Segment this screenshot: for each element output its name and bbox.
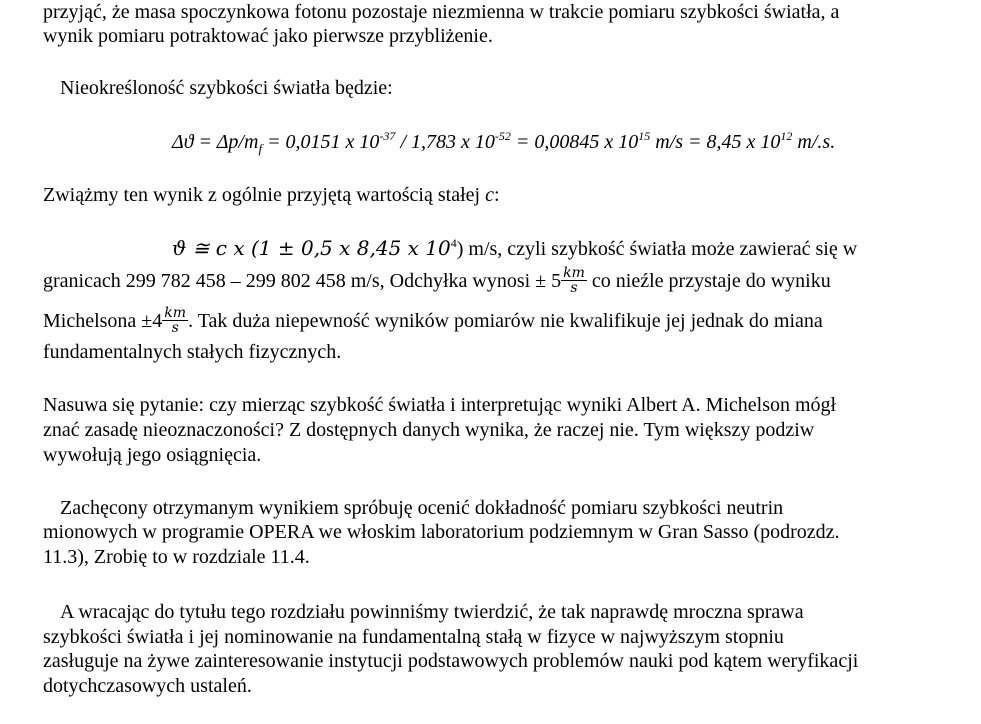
paragraph-line: przyjąć, że masa spoczynkowa fotonu pozostaje niezmienna w trakcie pomiaru szybkości światła, a: [43, 1, 840, 23]
paragraph-line: wywołują jego osiągnięcia.: [43, 444, 262, 466]
paragraph-line: 11.3), Zrobię to w rozdziale 11.4.: [43, 546, 310, 568]
paragraph-line: Zwiążmy ten wynik z ogólnie przyjętą wartością stałej c:: [43, 184, 500, 206]
equation-uncertainty: $\Delta ϑ = \Delta p/m_f = 0,0151$ x $10^{-37} / 1,783$ x $10^{-52} = 0,00845$ x $10^{15}$ m/s = 8,45 x $10^{12}$ m/.s.: [172, 129, 836, 156]
paragraph-line: Nasuwa się pytanie: czy mierząc szybkość światła i interpretując wyniki Albert A. Michelson mógł: [43, 394, 837, 416]
paragraph-line: szybkości światła i jej nominowanie na fundamentalną stałą w fizyce w najwyższym stopniu: [43, 626, 784, 648]
paragraph-line: wynik pomiaru potraktować jako pierwsze przybliżenie.: [43, 25, 493, 47]
fraction-km-per-s: $\frac{km}{s}$: [164, 305, 187, 336]
equation-speed-range: ϑ ≅ c x (1 ± 0,5 x 8,45 x $10^4$) m/s, czyli szybkość światła może zawierać się w: [172, 236, 858, 260]
paragraph-line: Nieokreśloność szybkości światła będzie:: [60, 77, 393, 99]
paragraph-line: dotychczasowych ustaleń.: [43, 675, 252, 697]
paragraph-line: zasługuje na żywe zainteresowanie instytucji podstawowych problemów nauki pod kątem weryfikacji: [43, 650, 859, 672]
fraction-km-per-s: $\frac{km}{s}$: [563, 265, 585, 296]
paragraph-line: A wracając do tytułu tego rozdziału powinniśmy twierdzić, że tak naprawdę mroczna sprawa: [60, 601, 804, 623]
paragraph-line: Zachęcony otrzymanym wynikiem spróbuję ocenić dokładność pomiaru szybkości neutrin: [60, 497, 784, 519]
paragraph-line: granicach 299 782 458 – 299 802 458 m/s, Odchyłka wynosi ± 5 $\frac{km}{s}$ co nieźle przystaje do wyniku: [43, 265, 831, 296]
paragraph-line: mionowych w programie OPERA we włoskim laboratorium podziemnym w Gran Sasso (podrozdz.: [43, 521, 840, 543]
paragraph-line: Michelsona ±4 $\frac{km}{s}$ . Tak duża niepewność wyników pomiarów nie kwalifikuje jej jednak do miana: [43, 305, 823, 336]
paragraph-line: znać zasadę nieoznaczoności? Z dostępnych danych wynika, że raczej nie. Tym większy podziw: [43, 419, 815, 441]
paragraph-line: fundamentalnych stałych fizycznych.: [43, 341, 342, 363]
